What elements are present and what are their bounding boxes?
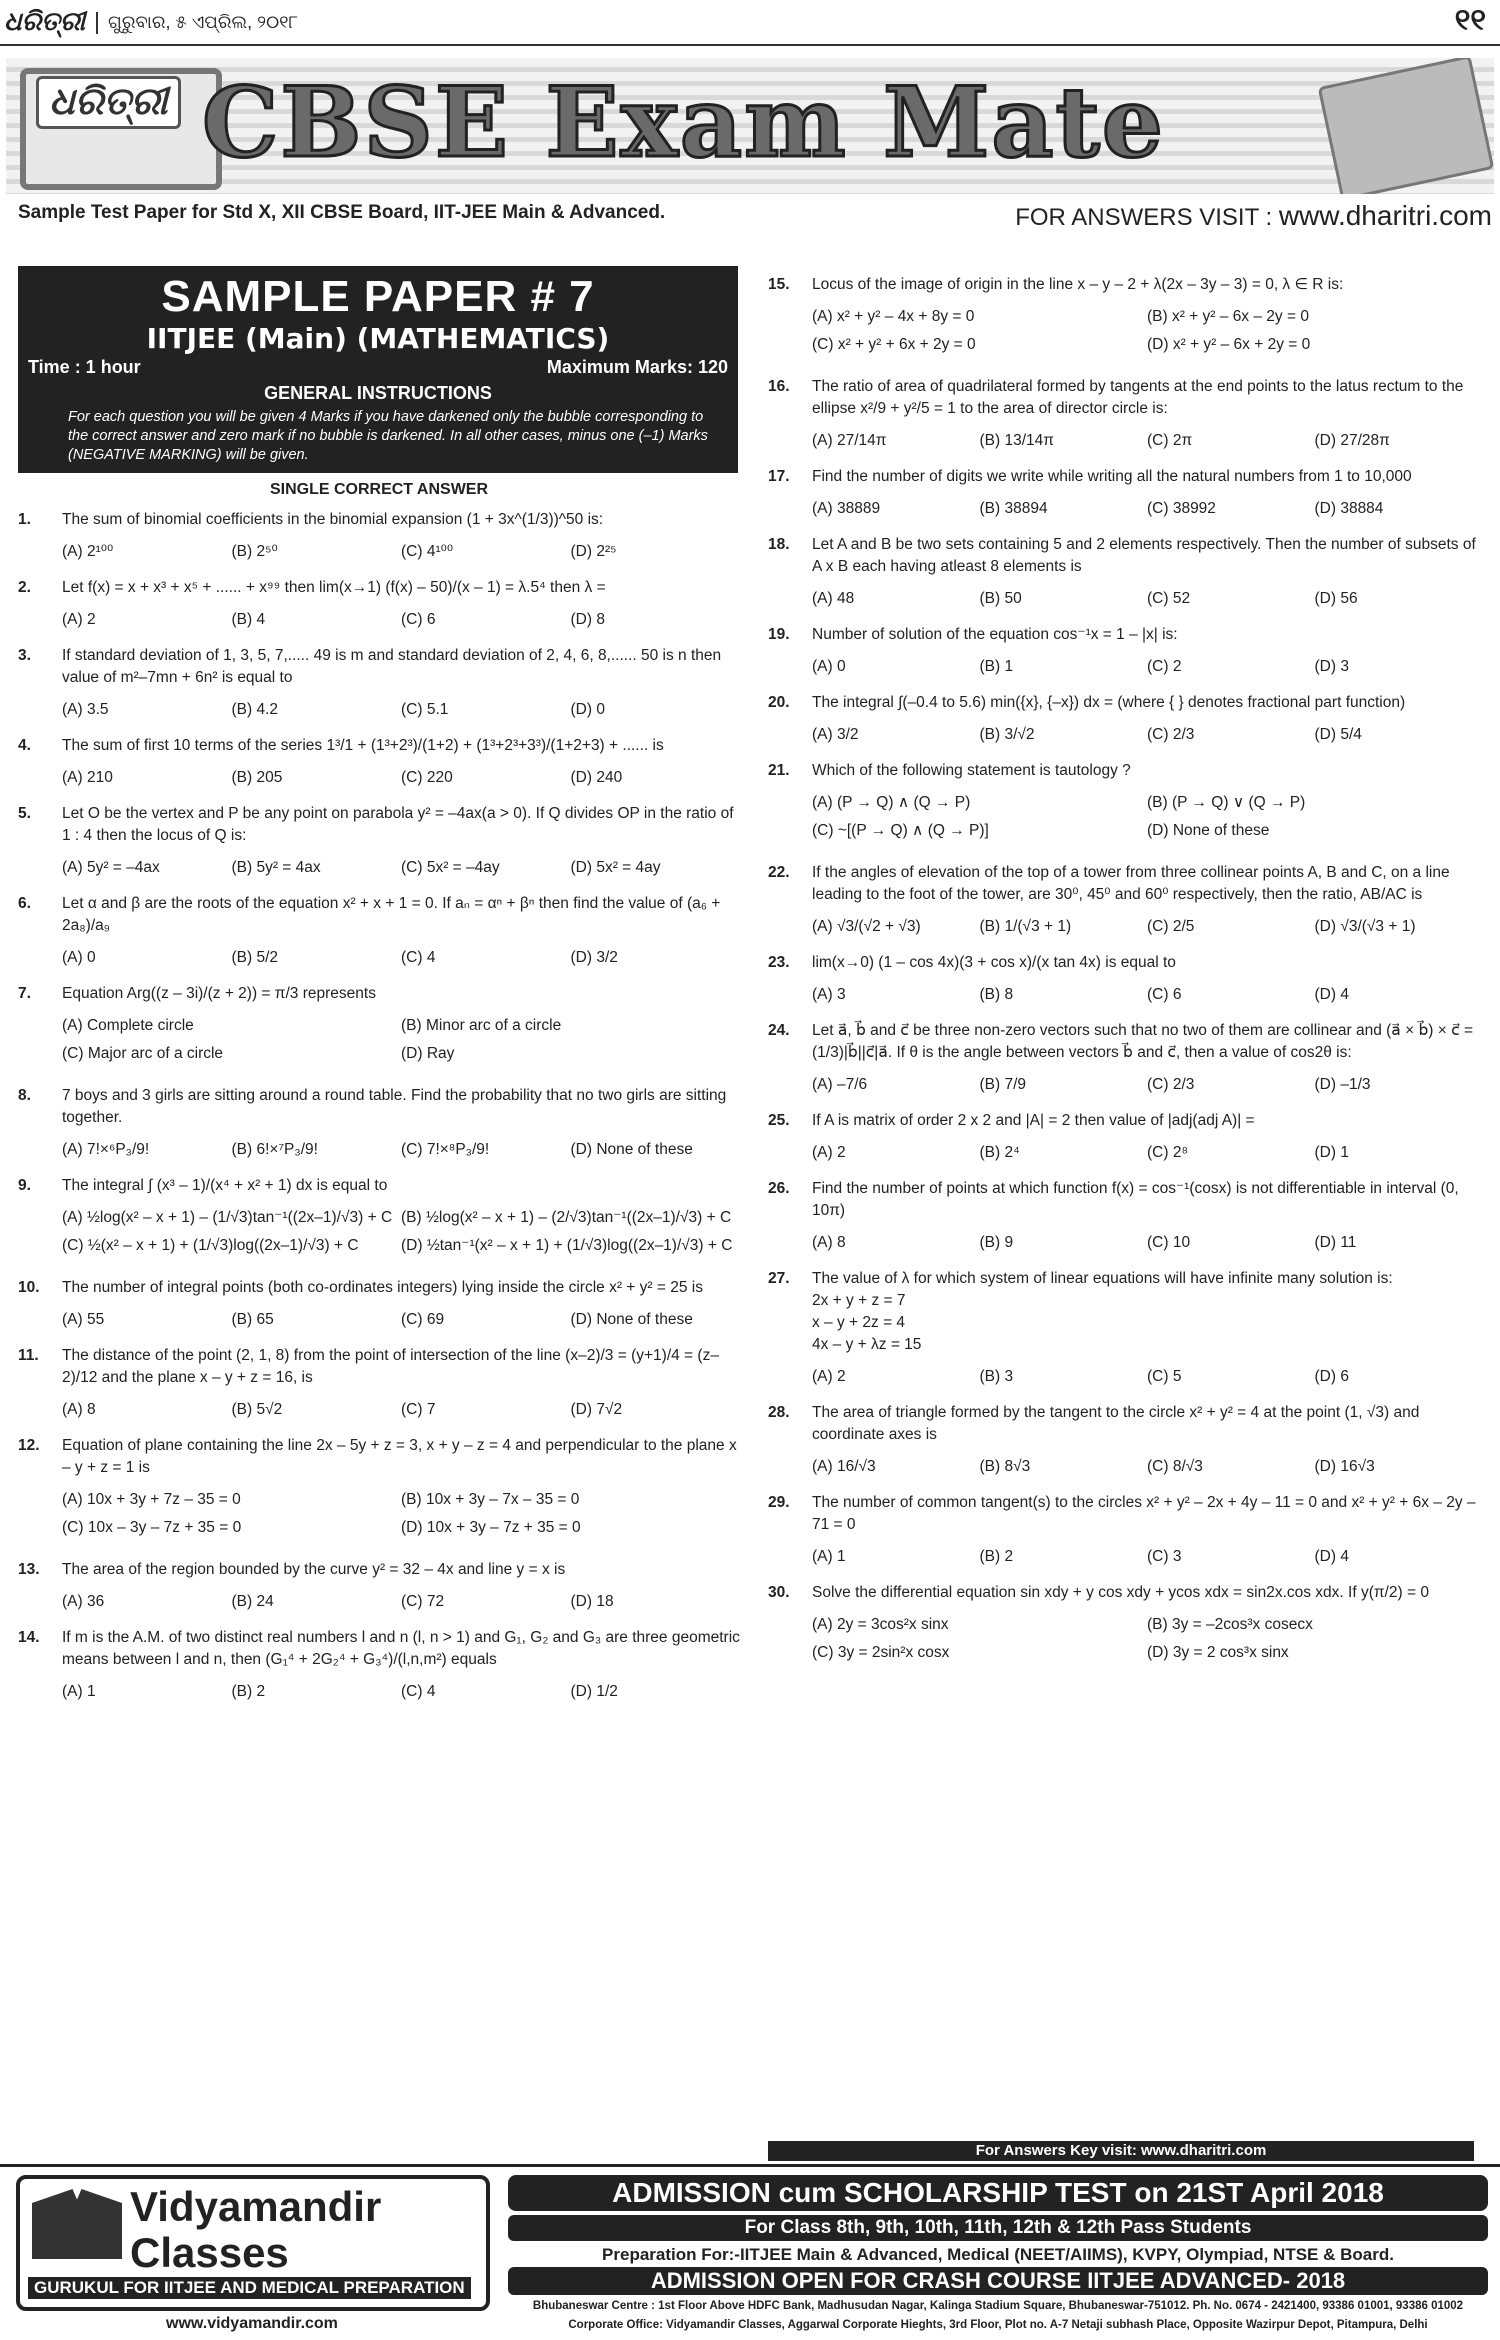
- answer-option: (D) None of these: [570, 1311, 693, 1328]
- question-number: 9.: [18, 1177, 31, 1194]
- question-item: [768, 1402, 1482, 1478]
- question-number: 25.: [768, 1112, 790, 1129]
- question-item: [18, 1277, 740, 1331]
- answer-option: (A) 2y = 3cos²x sinx: [812, 1616, 949, 1633]
- answer-option: (D) 11: [1314, 1234, 1357, 1251]
- question-item: [18, 1175, 740, 1263]
- answer-option: (B) (P → Q) ∨ (Q → P): [1147, 794, 1306, 811]
- question-list-right: [768, 274, 1482, 1670]
- question-text: Let O be the vertex and P be any point on parabola y² = –4ax(a > 0). If Q divides OP in the ratio of 1 : 4 then the locus of Q is:: [62, 805, 734, 844]
- answer-option: (D) Ray: [401, 1045, 455, 1062]
- answer-option: (B) 4: [231, 611, 266, 628]
- question-text: Let α and β are the roots of the equation x² + x + 1 = 0. If aₙ = αⁿ + βⁿ then find the value of (a₆ + 2a₈)/a₉: [62, 895, 721, 934]
- question-item: [768, 760, 1482, 848]
- left-column: [18, 266, 740, 1717]
- question-text: If the angles of elevation of the top of a tower from three collinear points A, B and C, on a line leading to the foot of the tower, are 30⁰, 45⁰ and 60⁰ respectively, then the ratio, AB/AC is: [812, 864, 1450, 903]
- answer-option: (B) 6!×⁷P₃/9!: [231, 1141, 318, 1158]
- question-item: [768, 624, 1482, 678]
- question-item: [18, 893, 740, 969]
- answer-option: (B) 50: [979, 590, 1022, 607]
- question-text: The area of triangle formed by the tangent to the circle x² + y² = 4 at the point (1, √3) and coordinate axes is: [812, 1404, 1420, 1443]
- answer-option: (B) 1: [979, 658, 1014, 675]
- answer-option: (D) 1: [1314, 1144, 1349, 1161]
- answer-option: (A) 38889: [812, 500, 881, 517]
- paper-subtitle: IITJEE (Main) (MATHEMATICS): [146, 322, 610, 355]
- answer-option: (A) 1: [812, 1548, 846, 1565]
- answer-option: (D) None of these: [570, 1141, 693, 1158]
- question-number: 21.: [768, 762, 790, 779]
- answer-option: (C) 2⁸: [1147, 1144, 1188, 1161]
- answer-option: (C) Major arc of a circle: [62, 1045, 224, 1062]
- ad-website[interactable]: www.vidyamandir.com: [166, 2315, 338, 2332]
- book-icon: [32, 2189, 122, 2259]
- question-number: 27.: [768, 1270, 790, 1287]
- answer-option: (B) 5y² = 4ax: [231, 859, 321, 876]
- answer-option: (C) 4: [401, 1683, 436, 1700]
- answer-option: (A) 48: [812, 590, 855, 607]
- question-list-left: [18, 509, 740, 1703]
- question-text: Number of solution of the equation cos⁻¹x = 1 – |x| is:: [812, 626, 1178, 643]
- question-number: 26.: [768, 1180, 790, 1197]
- answer-option: (B) x² + y² – 6x – 2y = 0: [1147, 308, 1309, 325]
- question-number: 4.: [18, 737, 31, 754]
- question-item: [18, 577, 740, 631]
- answer-option: (B) 2⁵⁰: [231, 543, 278, 560]
- question-item: [18, 803, 740, 879]
- question-item: [768, 1178, 1482, 1254]
- ad-classes: For Class 8th, 9th, 10th, 11th, 12th & 12th Pass Students: [508, 2215, 1488, 2241]
- question-item: [768, 952, 1482, 1006]
- question-number: 13.: [18, 1561, 40, 1578]
- ad-address-corporate: Corporate Office: Vidyamandir Classes, Aggarwal Corporate Hieghts, 3rd Floor, Plot no. A-7 Netaji subhash Place, Opposite Wazirpur Depot, Pitampura, Delhi: [568, 2319, 1428, 2331]
- answer-option: (B) 4.2: [231, 701, 279, 718]
- vidyamandir-advertisement: [0, 2164, 1500, 2340]
- answer-option: (D) 4: [1314, 1548, 1349, 1565]
- answer-option: (A) 36: [62, 1593, 105, 1610]
- answer-option: (B) 3: [979, 1368, 1014, 1385]
- paper-title: SAMPLE PAPER # 7: [161, 272, 595, 321]
- answer-option: (C) 52: [1147, 590, 1191, 607]
- question-item: [768, 1492, 1482, 1568]
- question-number: 15.: [768, 276, 790, 293]
- answer-option: (C) 5.1: [401, 701, 449, 718]
- ad-preparation: Preparation For:-IITJEE Main & Advanced, Medical (NEET/AIIMS), KVPY, Olympiad, NTSE & Board.: [602, 2245, 1394, 2264]
- answer-option: (B) 10x + 3y – 7x – 35 = 0: [401, 1491, 580, 1508]
- answer-option: (D) 5x² = 4ay: [570, 859, 661, 876]
- question-number: 1.: [18, 511, 31, 528]
- answer-option: (D) 4: [1314, 986, 1349, 1003]
- answer-option: (D) 38884: [1314, 500, 1384, 517]
- question-number: 12.: [18, 1437, 40, 1454]
- answer-option: (A) ½log(x² – x + 1) – (1/√3)tan⁻¹((2x–1)/√3) + C: [62, 1209, 393, 1226]
- answer-option: (B) 5/2: [231, 949, 279, 966]
- instructions-title: GENERAL INSTRUCTIONS: [264, 383, 492, 403]
- question-text: Equation of plane containing the line 2x – 5y + z = 3, x + y – z = 4 and perpendicular to the plane x – y + z = 1 is: [62, 1437, 737, 1476]
- answer-option: (A) 8: [62, 1401, 96, 1418]
- question-text: Find the number of digits we write while writing all the natural numbers from 1 to 10,000: [812, 468, 1412, 485]
- answer-option: (D) None of these: [1147, 822, 1270, 839]
- paper-time: Time : 1 hour: [28, 357, 141, 377]
- question-item: [18, 645, 740, 721]
- answer-option: (D) 5/4: [1314, 726, 1362, 743]
- question-number: 22.: [768, 864, 790, 881]
- answer-option: (A) 0: [812, 658, 846, 675]
- answer-option: (C) ½(x² – x + 1) + (1/√3)log((2x–1)/√3) + C: [62, 1237, 359, 1254]
- question-number: 7.: [18, 985, 31, 1002]
- question-number: 30.: [768, 1584, 790, 1601]
- answer-option: (D) 16√3: [1314, 1458, 1375, 1475]
- answer-option: (D) √3/(√3 + 1): [1314, 918, 1416, 935]
- answer-option: (B) 8√3: [979, 1458, 1031, 1475]
- answer-option: (B) 2: [979, 1548, 1014, 1565]
- question-item: [18, 983, 740, 1071]
- answer-option: (C) 3: [1147, 1548, 1182, 1565]
- question-text: Locus of the image of origin in the line x – y – 2 + λ(2x – 3y – 3) = 0, λ ∈ R is:: [812, 276, 1344, 293]
- question-item: [768, 862, 1482, 938]
- question-text: The integral ∫ (x³ – 1)/(x⁴ + x² + 1) dx is equal to: [62, 1177, 388, 1194]
- answer-option: (A) 10x + 3y + 7z – 35 = 0: [62, 1491, 241, 1508]
- answer-option: (C) 4: [401, 949, 436, 966]
- question-text: Solve the differential equation sin xdy + y cos xdy + ycos xdx = sin2x.cos xdx. If y(π/2) = 0: [812, 1584, 1429, 1601]
- right-column: [768, 266, 1482, 1684]
- question-number: 3.: [18, 647, 31, 664]
- question-text: Let a⃗, b⃗ and c⃗ be three non-zero vectors such that no two of them are collinear and (a⃗ × b⃗) × c⃗ = (1/3)|b⃗||c⃗|a⃗. If θ is the angle between vectors b⃗ and c⃗, then a value of cos2θ is:: [812, 1022, 1473, 1061]
- answer-option: (A) √3/(√2 + √3): [812, 918, 921, 935]
- banner-title: CBSE Exam Mate: [202, 66, 1165, 179]
- visit-url[interactable]: www.dharitri.com: [1278, 200, 1492, 231]
- question-item: [18, 1627, 740, 1703]
- question-item: [768, 466, 1482, 520]
- answer-option: (C) 10x – 3y – 7z + 35 = 0: [62, 1519, 242, 1536]
- answer-option: (B) 205: [231, 769, 283, 786]
- answer-option: (C) 8/√3: [1147, 1458, 1203, 1475]
- question-text: Which of the following statement is tautology ?: [812, 762, 1131, 779]
- question-number: 18.: [768, 536, 790, 553]
- question-number: 17.: [768, 468, 790, 485]
- answer-option: (A) (P → Q) ∧ (Q → P): [812, 794, 971, 811]
- answer-option: (A) 2: [62, 611, 96, 628]
- answer-option: (D) x² + y² – 6x + 2y = 0: [1147, 336, 1311, 353]
- answer-option: (B) 7/9: [979, 1076, 1027, 1093]
- question-item: [768, 692, 1482, 746]
- question-text: Let A and B be two sets containing 5 and 2 elements respectively. Then the number of subsets of A x B each having atleast 8 elements is: [812, 536, 1476, 575]
- ad-crash-course: ADMISSION OPEN FOR CRASH COURSE IITJEE ADVANCED- 2018: [508, 2267, 1488, 2295]
- ad-name-line2: Classes: [130, 2229, 289, 2276]
- answer-option: (C) 2/5: [1147, 918, 1195, 935]
- ad-details: [508, 2175, 1488, 2333]
- answer-option: (D) –1/3: [1314, 1076, 1371, 1093]
- answer-option: (C) 10: [1147, 1234, 1191, 1251]
- ad-tagline: GURUKUL FOR IITJEE AND MEDICAL PREPARATION: [28, 2277, 471, 2299]
- question-item: [18, 735, 740, 789]
- question-number: 11.: [18, 1347, 39, 1364]
- answer-option: (A) 8: [812, 1234, 846, 1251]
- question-item: [768, 1582, 1482, 1670]
- answer-option: (D) 240: [570, 769, 623, 786]
- answer-option: (A) x² + y² – 4x + 8y = 0: [812, 308, 975, 325]
- answer-option: (A) 55: [62, 1311, 105, 1328]
- answer-option: (C) 2/3: [1147, 1076, 1195, 1093]
- calculator-illustration: [1318, 58, 1494, 194]
- answer-option: (C) x² + y² + 6x + 2y = 0: [812, 336, 976, 353]
- answer-option: (C) 5x² = –4ay: [401, 859, 500, 876]
- question-text: The sum of first 10 terms of the series 1³/1 + (1³+2³)/(1+2) + (1³+2³+3³)/(1+2+3) + ...... is: [62, 737, 664, 754]
- answer-option: (C) ~[(P → Q) ∧ (Q → P)]: [812, 822, 989, 839]
- newspaper-header: [0, 0, 1500, 46]
- instructions-text: For each question you will be given 4 Marks if you have darkened only the bubble corresponding to the correct answer and zero mark if no bubble is darkened. In all other cases, minus one (–1) Marks (NEGATIVE MARKING) will be given.: [68, 409, 708, 463]
- answer-option: (B) 8: [979, 986, 1014, 1003]
- question-text: The ratio of area of quadrilateral formed by tangents at the end points to the latus rectum to the ellipse x²/9 + y²/5 = 1 to the area of director circle is:: [812, 378, 1464, 417]
- answer-option: (D) 2²⁵: [570, 543, 617, 560]
- question-number: 19.: [768, 626, 790, 643]
- question-number: 24.: [768, 1022, 790, 1039]
- answer-option: (A) 16/√3: [812, 1458, 876, 1475]
- answer-option: (D) 3: [1314, 658, 1349, 675]
- question-item: [768, 274, 1482, 362]
- answer-option: (D) 18: [570, 1593, 614, 1610]
- answer-option: (A) 3.5: [62, 701, 109, 718]
- answer-option: (A) 27/14π: [812, 432, 887, 449]
- answers-key-bar: For Answers Key visit: www.dharitri.com: [768, 2141, 1474, 2161]
- answer-option: (A) 2: [812, 1144, 846, 1161]
- answer-option: (D) 1/2: [570, 1683, 618, 1700]
- question-number: 14.: [18, 1629, 40, 1646]
- question-number: 6.: [18, 895, 31, 912]
- answer-option: (B) 9: [979, 1234, 1014, 1251]
- answer-option: (B) 24: [231, 1593, 274, 1610]
- vidyamandir-logo: [16, 2175, 490, 2311]
- question-number: 20.: [768, 694, 790, 711]
- question-item: [768, 1020, 1482, 1096]
- question-number: 10.: [18, 1279, 40, 1296]
- question-item: [18, 509, 740, 563]
- answer-option: (C) 69: [401, 1311, 445, 1328]
- answer-option: (B) 1/(√3 + 1): [979, 918, 1072, 935]
- answer-option: (D) 10x + 3y – 7z + 35 = 0: [401, 1519, 581, 1536]
- answer-option: (A) 1: [62, 1683, 96, 1700]
- question-text: If standard deviation of 1, 3, 5, 7,..... 49 is m and standard deviation of 2, 4, 6, 8,...... 50 is n then value of m²–7mn + 6n² is equal to: [62, 647, 722, 686]
- answer-option: (D) 27/28π: [1314, 432, 1390, 449]
- question-item: [768, 376, 1482, 452]
- answer-option: (B) ½log(x² – x + 1) – (2/√3)tan⁻¹((2x–1)/√3) + C: [401, 1209, 732, 1226]
- question-text: The area of the region bounded by the curve y² = 32 – 4x and line y = x is: [62, 1561, 566, 1578]
- question-number: 8.: [18, 1087, 31, 1104]
- question-item: [768, 1110, 1482, 1164]
- paper-marks: Maximum Marks: 120: [546, 357, 728, 377]
- question-number: 16.: [768, 378, 790, 395]
- question-item: [768, 1268, 1482, 1388]
- answer-option: (D) 8: [570, 611, 605, 628]
- answer-option: (C) 2: [1147, 658, 1182, 675]
- tagline: Sample Test Paper for Std X, XII CBSE Board, IIT-JEE Main & Advanced.: [18, 202, 666, 223]
- answer-option: (C) 7: [401, 1401, 436, 1418]
- ad-address-bhubaneswar: Bhubaneswar Centre : 1st Floor Above HDFC Bank, Madhusudan Nagar, Kalinga Stadium Square, Bhubaneswar-751012. Ph. No. 0674 - 2421400, 93386 01001, 93386 01002: [532, 2300, 1464, 2312]
- banner-logo: ଧରିତ୍ରୀ: [36, 76, 181, 129]
- answer-option: (C) 3y = 2sin²x cosx: [812, 1644, 950, 1661]
- answer-option: (C) 2/3: [1147, 726, 1195, 743]
- newspaper-brand: ଧରିତ୍ରୀ: [4, 6, 86, 36]
- section-title: SINGLE CORRECT ANSWER: [269, 481, 489, 498]
- answer-option: (B) 2⁴: [979, 1144, 1020, 1161]
- answer-option: (C) 5: [1147, 1368, 1182, 1385]
- question-text: Equation Arg((z – 3i)/(z + 2)) = π/3 represents: [62, 985, 376, 1002]
- visit-label: FOR ANSWERS VISIT :: [1015, 204, 1273, 231]
- answer-option: (B) Minor arc of a circle: [401, 1017, 562, 1034]
- answer-option: (A) 2¹⁰⁰: [62, 543, 114, 560]
- question-text: The number of integral points (both co-ordinates integers) lying inside the circle x² + y² = 25 is: [62, 1279, 703, 1296]
- answer-option: (A) 3: [812, 986, 846, 1003]
- ad-name-line1: Vidyamandir: [130, 2183, 382, 2230]
- answer-option: (C) 4¹⁰⁰: [401, 543, 454, 560]
- answer-option: (A) Complete circle: [62, 1017, 194, 1034]
- question-text: 7 boys and 3 girls are sitting around a round table. Find the probability that no two girls are sitting together.: [62, 1087, 727, 1126]
- question-text: If A is matrix of order 2 x 2 and |A| = 2 then value of |adj(adj A)| =: [812, 1112, 1255, 1129]
- question-text: The value of λ for which system of linear equations will have infinite many solution is: 2x + y + z = 7 x – y + 2z = 4 4x – y + λz = 15: [812, 1270, 1393, 1353]
- question-text: The number of common tangent(s) to the circles x² + y² – 2x + 4y – 11 = 0 and x² + y² + 6x – 2y – 71 = 0: [812, 1494, 1476, 1533]
- question-text: The distance of the point (2, 1, 8) from the point of intersection of the line (x–2)/3 = (y+1)/4 = (z–2)/12 and the plane x – y + z = 16, is: [62, 1347, 719, 1386]
- answer-option: (A) 3/2: [812, 726, 859, 743]
- question-number: 5.: [18, 805, 31, 822]
- answer-option: (B) 5√2: [231, 1401, 283, 1418]
- answer-option: (B) 38894: [979, 500, 1048, 517]
- paper-header-box: [18, 266, 738, 473]
- question-number: 29.: [768, 1494, 790, 1511]
- issue-date: ଗୁରୁବାର, ୫ ଏପ୍ରିଲ, ୨୦୧୮: [96, 12, 298, 34]
- answer-option: (B) 65: [231, 1311, 274, 1328]
- answer-option: (A) 7!×⁶P₃/9!: [62, 1141, 150, 1158]
- question-text: If m is the A.M. of two distinct real numbers l and n (l, n > 1) and G₁, G₂ and G₃ are three geometric means between l and n, then (G₁⁴ + 2G₂⁴ + G₃⁴)/(l,n,m²) equals: [62, 1629, 740, 1668]
- answer-option: (D) 3y = 2 cos³x sinx: [1147, 1644, 1289, 1661]
- answer-option: (B) 13/14π: [979, 432, 1054, 449]
- question-item: [18, 1085, 740, 1161]
- question-text: The sum of binomial coefficients in the binomial expansion (1 + 3x^(1/3))^50 is:: [62, 511, 604, 528]
- answer-option: (B) 3y = –2cos³x cosecx: [1147, 1616, 1313, 1633]
- answer-option: (D) 0: [570, 701, 605, 718]
- question-item: [18, 1345, 740, 1421]
- answer-option: (C) 7!×⁸P₃/9!: [401, 1141, 490, 1158]
- question-text: lim(x→0) (1 – cos 4x)(3 + cos x)/(x tan 4x) is equal to: [812, 954, 1176, 971]
- answer-option: (D) 6: [1314, 1368, 1349, 1385]
- exam-mate-banner: [6, 58, 1494, 194]
- answer-option: (D) ½tan⁻¹(x² – x + 1) + (1/√3)log((2x–1)/√3) + C: [401, 1237, 733, 1254]
- question-number: 2.: [18, 579, 31, 596]
- answer-option: (D) 56: [1314, 590, 1358, 607]
- answer-option: (A) 5y² = –4ax: [62, 859, 160, 876]
- answer-option: (C) 6: [1147, 986, 1182, 1003]
- answers-visit: [1015, 200, 1492, 232]
- question-number: 23.: [768, 954, 790, 971]
- answer-option: (C) 220: [401, 769, 453, 786]
- answer-option: (B) 3/√2: [979, 726, 1035, 743]
- question-item: [18, 1559, 740, 1613]
- question-text: The integral ∫(–0.4 to 5.6) min({x}, {–x}) dx = (where { } denotes fractional part function): [812, 694, 1406, 711]
- answer-option: (C) 6: [401, 611, 436, 628]
- ad-headline: ADMISSION cum SCHOLARSHIP TEST on 21ST April 2018: [508, 2175, 1488, 2211]
- answer-option: (C) 2π: [1147, 432, 1193, 449]
- answer-option: (D) 3/2: [570, 949, 618, 966]
- question-text: Find the number of points at which function f(x) = cos⁻¹(cosx) is not differentiable in interval (0, 10π): [812, 1180, 1459, 1219]
- answer-option: (C) 72: [401, 1593, 445, 1610]
- answer-option: (C) 38992: [1147, 500, 1216, 517]
- question-number: 28.: [768, 1404, 790, 1421]
- question-item: [18, 1435, 740, 1545]
- answer-option: (A) –7/6: [812, 1076, 868, 1093]
- question-item: [768, 534, 1482, 610]
- page-number: ୧୧: [1454, 4, 1486, 37]
- question-text: Let f(x) = x + x³ + x⁵ + ...... + x⁹⁹ then lim(x→1) (f(x) – 50)/(x – 1) = λ.5⁴ then λ =: [62, 579, 606, 596]
- answer-option: (D) 7√2: [570, 1401, 623, 1418]
- answer-option: (B) 2: [231, 1683, 266, 1700]
- answer-option: (A) 210: [62, 769, 113, 786]
- answer-option: (A) 2: [812, 1368, 846, 1385]
- answer-option: (A) 0: [62, 949, 96, 966]
